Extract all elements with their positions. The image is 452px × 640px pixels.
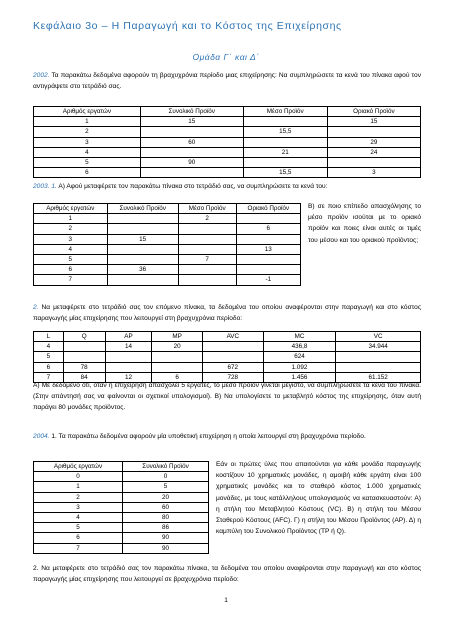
table-cell: 80	[123, 513, 209, 523]
column-header: Μέσο Προϊόν	[243, 107, 327, 117]
question-2002	[33, 70, 421, 92]
table-cell: 1	[34, 482, 123, 492]
table-row	[34, 543, 209, 553]
question-2004-text: 1. Τα παρακάτω δεδομένα αφορούν μία υποθετική επιχείρηση η οποία λειτουργεί στη βραχυχρόνια περίοδο.	[49, 433, 366, 440]
column-header: Αριθμός εργατών	[34, 462, 123, 472]
table-row	[34, 523, 209, 533]
table-cell: 20	[123, 492, 209, 502]
table-cell	[63, 342, 105, 352]
table-row	[34, 482, 209, 492]
table-cell: 5	[34, 255, 108, 265]
table-cell	[243, 137, 327, 147]
table-cell	[236, 265, 300, 275]
table-cell: 7	[34, 372, 64, 382]
table-header-row	[34, 204, 301, 214]
table-row	[34, 275, 301, 285]
table-cell: 3	[34, 502, 123, 512]
subtitle: Ομάδα Γ΄ και Δ΄	[192, 52, 260, 62]
table-cell	[243, 117, 327, 127]
table-cell: 6	[236, 224, 300, 234]
column-header: Αριθμός εργατών	[34, 204, 108, 214]
table-cell: 4	[34, 244, 108, 254]
column-header: Μέσο Προϊόν	[178, 204, 236, 214]
table-cell: 14	[105, 342, 152, 352]
table-cell: 5	[34, 523, 123, 533]
table-row	[34, 255, 301, 265]
table-row	[34, 513, 209, 523]
table-cell: 7	[34, 543, 123, 553]
question-2004-2-text: 2. Να μεταφέρετε στο τετράδιό σας τον παρακάτω πίνακα, τα δεδομένα του οποίου αναφέρονται στην παραγωγή και στο κόστος παραγωγής μίας επιχείρησης που λειτουργεί σε βραχυχρόνια περίοδο:	[33, 565, 421, 583]
table-cell: 2	[34, 492, 123, 502]
table-row	[34, 214, 301, 224]
table-cell: 15	[327, 117, 420, 127]
question-2003-text: Α) Αφού μεταφέρετε τον παρακάτω πίνακα στο τετράδιό σας, να συμπληρώσετε τα κενά του:	[56, 183, 328, 190]
table-cell: 90	[140, 158, 243, 168]
table-cell: 34.944	[336, 342, 421, 352]
table-row	[34, 502, 209, 512]
table-cell: 3	[34, 137, 141, 147]
table-cell: 78	[63, 362, 105, 372]
table-cell: 61.152	[336, 372, 421, 382]
table-cell: 1.092	[263, 362, 335, 372]
table-cell: 728	[202, 372, 263, 382]
question-2003	[33, 181, 421, 192]
table-cell: 6	[34, 533, 123, 543]
table-cell: 2	[34, 224, 108, 234]
table-cell	[152, 362, 202, 372]
table-cell: 5	[34, 352, 64, 362]
table-cell	[107, 255, 178, 265]
column-header: AVC	[202, 332, 263, 342]
table-cell	[327, 127, 420, 137]
table-cell: 1	[34, 117, 141, 127]
table-cell: 86	[123, 523, 209, 533]
table-cell: 7	[178, 255, 236, 265]
table-cell: 436,8	[263, 342, 335, 352]
column-header: Συνολικό Προϊόν	[107, 204, 178, 214]
question-2003-2-number: 2.	[33, 304, 39, 311]
table-row	[34, 352, 421, 362]
table-cell: 4	[34, 342, 64, 352]
table-cell	[327, 158, 420, 168]
year-label-2003: 2003.	[33, 183, 50, 190]
table-cell	[107, 224, 178, 234]
table-cell: 20	[152, 342, 202, 352]
table-row	[34, 224, 301, 234]
table-cell: 90	[123, 543, 209, 553]
table-cell	[63, 352, 105, 362]
table-cell: 4	[34, 147, 141, 157]
table-row	[34, 533, 209, 543]
table-row	[34, 492, 209, 502]
table-cell: 5	[34, 158, 141, 168]
column-header: Συνολικό Προϊόν	[140, 107, 243, 117]
table-cell	[236, 214, 300, 224]
table-row	[34, 234, 301, 244]
table-row	[34, 472, 209, 482]
chapter-title	[33, 20, 342, 32]
table-cell: 2	[34, 127, 141, 137]
table-cell: 15,5	[243, 127, 327, 137]
table-cell: 12	[105, 372, 152, 382]
table-row	[34, 137, 421, 147]
table-cell	[107, 214, 178, 224]
table-row	[34, 168, 421, 178]
table-cell: 13	[236, 244, 300, 254]
table-2003-2	[33, 331, 421, 383]
column-header: VC	[336, 332, 421, 342]
table-cell: 6	[34, 168, 141, 178]
table-cell: 90	[123, 533, 209, 543]
table-cell	[105, 352, 152, 362]
table-cell	[140, 127, 243, 137]
table-header-row	[34, 332, 421, 342]
table-cell	[152, 352, 202, 362]
table-row	[34, 158, 421, 168]
year-label-2002: 2002.	[33, 72, 50, 79]
table-cell: 624	[263, 352, 335, 362]
table-row	[34, 362, 421, 372]
table-cell	[178, 224, 236, 234]
question-2003-number: 1.	[49, 183, 57, 190]
table-cell: 60	[123, 502, 209, 512]
table-row	[34, 127, 421, 137]
table-cell: 15	[140, 117, 243, 127]
table-cell	[107, 244, 178, 254]
table-row	[34, 342, 421, 352]
column-header: AP	[105, 332, 152, 342]
table-cell	[336, 352, 421, 362]
column-header: Q	[63, 332, 105, 342]
table-header-row	[34, 107, 421, 117]
column-header: MP	[152, 332, 202, 342]
question-2003-2-followup: Α) Με δεδομένο ότι, όταν η επιχείρηση απασχολεί 5 εργάτες, το μέσο προϊόν γίνεται μέγιστο, να συμπληρώσετε τα κενά του πίνακα. (Στην απάντησή σας να φαίνονται οι σχετικοί υπολογισμοί). Β) Να υπολογίσετε το μεταβλητό κόστος της επιχείρησης, όταν αυτή παράγει 80 μονάδες προϊόντος.	[33, 382, 421, 411]
table-cell	[336, 362, 421, 372]
page-number: 1	[224, 597, 228, 604]
table-cell: 672	[202, 362, 263, 372]
table-cell: 6	[34, 362, 64, 372]
table-cell: 15,5	[243, 168, 327, 178]
question-2004-side-text: Εάν οι πρώτες ύλες που απαιτούνται για κάθε μονάδα παραγωγής κοστίζουν 10 χρηματικές μονάδες, η αμοιβή κάθε εργάτη είναι 100 χρηματικές μονάδες και το σταθερό κόστος 1.000 χρηματικές μονάδες, με τους κατάλληλους υπολογισμούς να κατασκευαστούν: Α) η στήλη του Μεταβλητού Κόστους (VC). Β) η στήλη του Μέσου Σταθερού Κόστους (AFC). Γ) η στήλη του Μέσου Προϊόντος (AP). Δ) η καμπύλη του Συνολικού Προϊόντος (TP ή Q).	[216, 461, 421, 536]
table-cell	[178, 275, 236, 285]
table-header-row	[34, 462, 209, 472]
table-cell	[140, 147, 243, 157]
table-cell: 2	[178, 214, 236, 224]
table-cell	[202, 352, 263, 362]
year-label-2004: 2004.	[33, 433, 50, 440]
table-cell: 7	[34, 275, 108, 285]
question-2002-text: Τα παρακάτω δεδομένα αφορούν τη βραχυχρόνια περίοδο μιας επιχείρησης: Να συμπληρώσετε τα κενά του πίνακα αφού τον αντιγράψετε στο τετράδιό σας.	[33, 72, 421, 90]
column-header: L	[34, 332, 64, 342]
table-cell: 3	[327, 168, 420, 178]
table-row	[34, 265, 301, 275]
table-cell: -1	[236, 275, 300, 285]
table-cell	[236, 234, 300, 244]
table-cell	[202, 342, 263, 352]
table-row	[34, 244, 301, 254]
table-cell	[105, 362, 152, 372]
table-cell	[178, 234, 236, 244]
table-cell	[236, 255, 300, 265]
column-header: Αριθμός εργατών	[34, 107, 141, 117]
table-cell: 1	[34, 214, 108, 224]
question-2003-2	[33, 302, 421, 324]
table-cell: 36	[107, 265, 178, 275]
table-cell: 0	[123, 472, 209, 482]
table-cell	[107, 275, 178, 285]
table-cell: 1.456	[263, 372, 335, 382]
table-cell: 60	[140, 137, 243, 147]
chapter-title-text: Κεφάλαιο 3ο – Η Παραγωγή και το Κόστος της Επιχείρησης	[33, 20, 342, 32]
question-2004	[33, 431, 421, 442]
table-cell: 21	[243, 147, 327, 157]
table-row	[34, 117, 421, 127]
table-cell: 15	[107, 234, 178, 244]
table-cell	[178, 244, 236, 254]
table-cell: 4	[34, 513, 123, 523]
column-header: Οριακό Προϊόν	[327, 107, 420, 117]
table-cell: 24	[327, 147, 420, 157]
question-2003-side-text: Β) σε ποιο επίπεδο απασχόλησης το μέσο προϊόν ισούται με το οριακό προϊόν και ποιες είναι αυτές οι τιμές του μέσου και του οριακού προϊόντος;	[308, 203, 421, 244]
table-cell: 29	[327, 137, 420, 147]
table-2002	[33, 106, 421, 178]
table-row	[34, 147, 421, 157]
table-cell: 5	[123, 482, 209, 492]
column-header: Οριακό Προϊόν	[236, 204, 300, 214]
table-cell: 0	[34, 472, 123, 482]
table-cell	[178, 265, 236, 275]
column-header: Συνολικό Προϊόν	[123, 462, 209, 472]
question-2003-2-text: Να μεταφέρετε στο τετράδιό σας τον επόμενο πίνακα, τα δεδομένα του οποίου αναφέρονται στην παραγωγή και στο κόστος παραγωγής μίας επιχείρησης που λειτουργεί στη βραχυχρόνια περίοδο:	[33, 304, 421, 322]
table-2003	[33, 203, 301, 286]
table-cell	[243, 158, 327, 168]
table-cell: 6	[152, 372, 202, 382]
table-cell	[140, 168, 243, 178]
column-header: MC	[263, 332, 335, 342]
table-cell: 6	[34, 265, 108, 275]
table-2004	[33, 461, 209, 554]
table-cell: 3	[34, 234, 108, 244]
table-cell: 84	[63, 372, 105, 382]
